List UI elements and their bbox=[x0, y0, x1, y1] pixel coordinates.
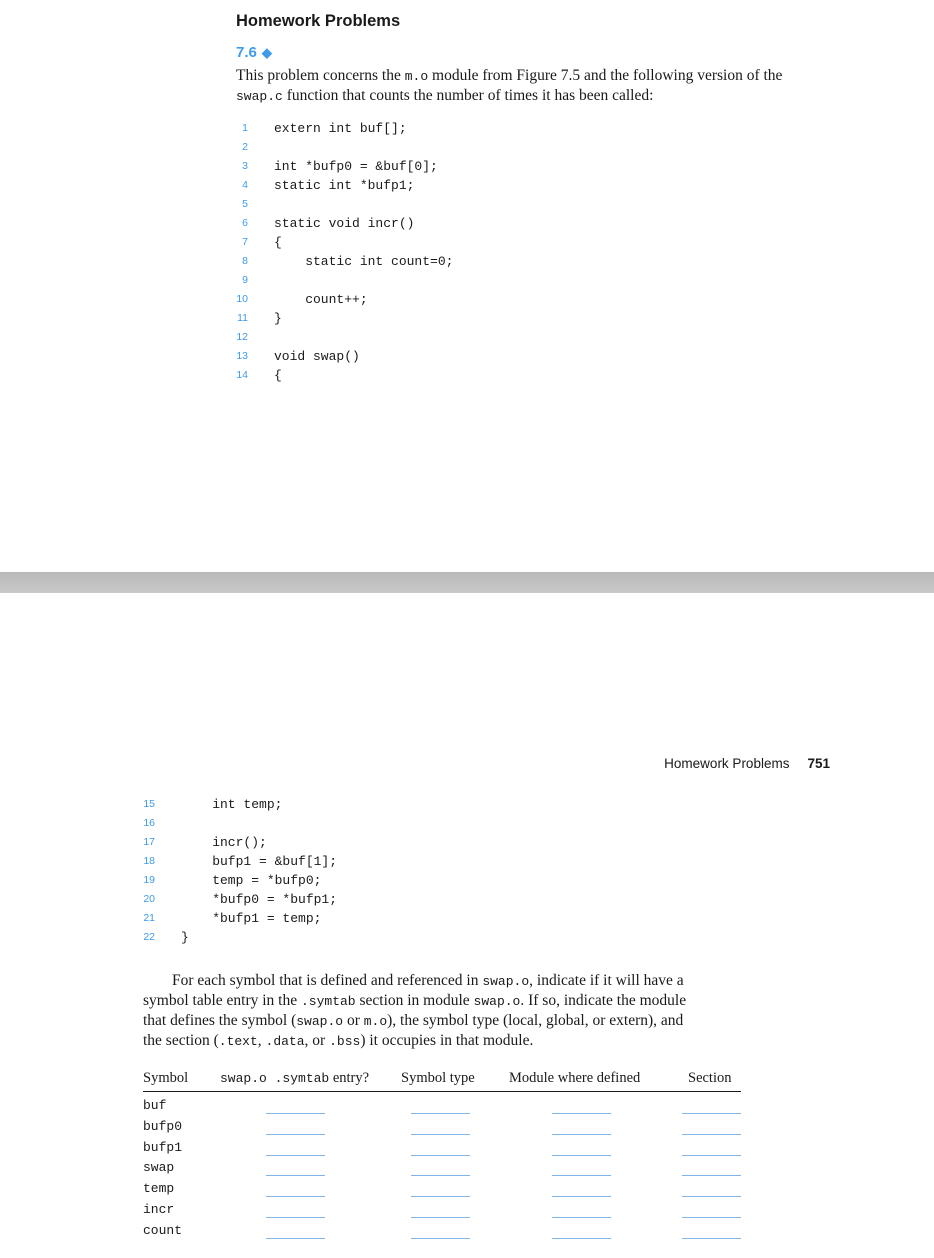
symbol-name: swap bbox=[143, 1160, 175, 1176]
table-row bbox=[143, 1199, 741, 1220]
section-blank[interactable] bbox=[682, 1113, 741, 1114]
header-symbol: Symbol bbox=[143, 1070, 189, 1086]
symbol-name: incr bbox=[143, 1201, 175, 1217]
para-code-5: m.o bbox=[363, 1014, 388, 1029]
symtab-entry-blank[interactable] bbox=[266, 1217, 325, 1218]
module-blank[interactable] bbox=[552, 1134, 611, 1135]
symbol-table bbox=[143, 1070, 741, 1241]
symbol-name: temp bbox=[143, 1181, 175, 1197]
section-blank[interactable] bbox=[682, 1175, 741, 1176]
diamond-icon: ◆ bbox=[261, 45, 272, 60]
module-blank[interactable] bbox=[552, 1155, 611, 1156]
symbol-type-blank[interactable] bbox=[411, 1196, 470, 1197]
para-text-4: . If so, indicate the module that defines the symbol ( bbox=[143, 992, 687, 1029]
symtab-entry-blank[interactable] bbox=[266, 1134, 325, 1135]
page-bottom bbox=[0, 593, 934, 1258]
table-row bbox=[143, 1116, 741, 1137]
module-blank[interactable] bbox=[552, 1175, 611, 1176]
table-row bbox=[143, 1157, 741, 1178]
symbol-type-blank[interactable] bbox=[411, 1238, 470, 1239]
running-head-title: Homework Problems bbox=[664, 756, 790, 771]
table-row bbox=[143, 1220, 741, 1241]
para-code-1: swap.o bbox=[482, 974, 530, 989]
code-text: { bbox=[274, 368, 282, 383]
code-text: { bbox=[274, 235, 282, 250]
line-number: 12 bbox=[236, 331, 248, 343]
problem-intro bbox=[236, 66, 806, 106]
section-blank[interactable] bbox=[682, 1196, 741, 1197]
symtab-entry-blank[interactable] bbox=[266, 1238, 325, 1239]
symbol-name: bufp0 bbox=[143, 1118, 183, 1134]
para-text-3: section in module bbox=[355, 992, 474, 1009]
line-number: 17 bbox=[143, 836, 155, 848]
line-number: 8 bbox=[242, 255, 248, 267]
para-code-3: swap.o bbox=[473, 994, 521, 1009]
problem-number bbox=[236, 44, 272, 61]
code-text: count++; bbox=[274, 292, 368, 307]
para-code-8: .bss bbox=[329, 1034, 361, 1049]
line-number: 4 bbox=[242, 179, 248, 191]
intro-code-2: swap.c bbox=[236, 89, 283, 104]
header-symtab-text: entry? bbox=[329, 1070, 370, 1086]
para-text-2: , indicate if it will have a symbol table entry in the bbox=[143, 972, 684, 1009]
code-text: } bbox=[181, 930, 189, 945]
line-number: 6 bbox=[242, 217, 248, 229]
para-text-5: or bbox=[343, 1012, 364, 1029]
line-number: 15 bbox=[143, 798, 155, 810]
code-text: static int *bufp1; bbox=[274, 178, 415, 193]
code-text: } bbox=[274, 311, 282, 326]
running-head bbox=[664, 756, 830, 771]
code-text: int *bufp0 = &buf[0]; bbox=[274, 159, 438, 174]
line-number: 7 bbox=[242, 236, 248, 248]
section-blank[interactable] bbox=[682, 1238, 741, 1239]
line-number: 19 bbox=[143, 874, 155, 886]
intro-text-2: module from Figure 7.5 and the following version of the bbox=[428, 67, 783, 84]
intro-text-3: function that counts the number of times it has been called: bbox=[282, 87, 654, 104]
line-number: 16 bbox=[143, 817, 155, 829]
line-number: 14 bbox=[236, 369, 248, 381]
symbol-type-blank[interactable] bbox=[411, 1113, 470, 1114]
symbol-type-blank[interactable] bbox=[411, 1175, 470, 1176]
instructions-paragraph bbox=[143, 971, 703, 1051]
symbol-type-blank[interactable] bbox=[411, 1134, 470, 1135]
module-blank[interactable] bbox=[552, 1113, 611, 1114]
table-row bbox=[143, 1178, 741, 1199]
header-module: Module where defined bbox=[509, 1070, 641, 1086]
para-code-7: .data bbox=[265, 1034, 305, 1049]
table-row bbox=[143, 1095, 741, 1116]
line-number: 1 bbox=[242, 122, 248, 134]
line-number: 21 bbox=[143, 912, 155, 924]
para-code-4: swap.o bbox=[296, 1014, 344, 1029]
intro-code-1: m.o bbox=[404, 69, 429, 84]
para-code-2: .symtab bbox=[300, 994, 356, 1009]
line-number: 18 bbox=[143, 855, 155, 867]
line-number: 3 bbox=[242, 160, 248, 172]
line-number: 13 bbox=[236, 350, 248, 362]
line-number: 9 bbox=[242, 274, 248, 286]
code-listing-bottom bbox=[131, 795, 691, 955]
line-number: 5 bbox=[242, 198, 248, 210]
page-number: 751 bbox=[807, 756, 830, 771]
table-header bbox=[143, 1070, 741, 1092]
code-text: bufp1 = &buf[1]; bbox=[181, 854, 338, 869]
symtab-entry-blank[interactable] bbox=[266, 1113, 325, 1114]
section-blank[interactable] bbox=[682, 1134, 741, 1135]
code-text: static void incr() bbox=[274, 216, 415, 231]
code-text: incr(); bbox=[181, 835, 267, 850]
para-text-1: For each symbol that is defined and referenced in bbox=[172, 972, 483, 989]
header-symtab-code: swap.o .symtab bbox=[220, 1071, 330, 1086]
table-body bbox=[143, 1092, 741, 1241]
header-symtab-entry bbox=[220, 1070, 369, 1087]
symtab-entry-blank[interactable] bbox=[266, 1175, 325, 1176]
code-text: *bufp0 = *bufp1; bbox=[181, 892, 338, 907]
para-text-9: ) it occupies in that module. bbox=[360, 1032, 534, 1049]
code-text: int temp; bbox=[181, 797, 283, 812]
code-listing-top bbox=[224, 119, 784, 389]
symtab-entry-blank[interactable] bbox=[266, 1155, 325, 1156]
module-blank[interactable] bbox=[552, 1217, 611, 1218]
line-number: 10 bbox=[236, 293, 248, 305]
line-number: 11 bbox=[237, 312, 248, 324]
module-blank[interactable] bbox=[552, 1196, 611, 1197]
symbol-name: count bbox=[143, 1222, 183, 1238]
page-divider bbox=[0, 572, 934, 593]
para-text-7: , bbox=[257, 1032, 266, 1049]
code-text: temp = *bufp0; bbox=[181, 873, 322, 888]
para-text-6: ), the symbol type (local, global, or extern), and the section ( bbox=[143, 1012, 684, 1049]
page-top bbox=[0, 0, 934, 572]
para-text-8: , or bbox=[304, 1032, 330, 1049]
section-blank[interactable] bbox=[682, 1155, 741, 1156]
line-number: 20 bbox=[143, 893, 155, 905]
code-text: void swap() bbox=[274, 349, 360, 364]
symbol-name: buf bbox=[143, 1098, 167, 1113]
code-text: static int count=0; bbox=[274, 254, 454, 269]
section-blank[interactable] bbox=[682, 1217, 741, 1218]
symbol-type-blank[interactable] bbox=[411, 1217, 470, 1218]
module-blank[interactable] bbox=[552, 1238, 611, 1239]
header-symbol-type: Symbol type bbox=[401, 1070, 475, 1086]
header-section: Section bbox=[688, 1070, 732, 1086]
symbol-type-blank[interactable] bbox=[411, 1155, 470, 1156]
line-number: 2 bbox=[242, 141, 248, 153]
line-number: 22 bbox=[143, 931, 155, 943]
symbol-name: bufp1 bbox=[143, 1139, 183, 1155]
table-row bbox=[143, 1137, 741, 1158]
intro-text-1: This problem concerns the bbox=[236, 67, 405, 84]
symtab-entry-blank[interactable] bbox=[266, 1196, 325, 1197]
code-text: extern int buf[]; bbox=[274, 121, 407, 136]
problem-number-text: 7.6 bbox=[236, 44, 257, 61]
para-code-6: .text bbox=[218, 1034, 258, 1049]
code-text: *bufp1 = temp; bbox=[181, 911, 322, 926]
page-heading: Homework Problems bbox=[236, 12, 401, 30]
